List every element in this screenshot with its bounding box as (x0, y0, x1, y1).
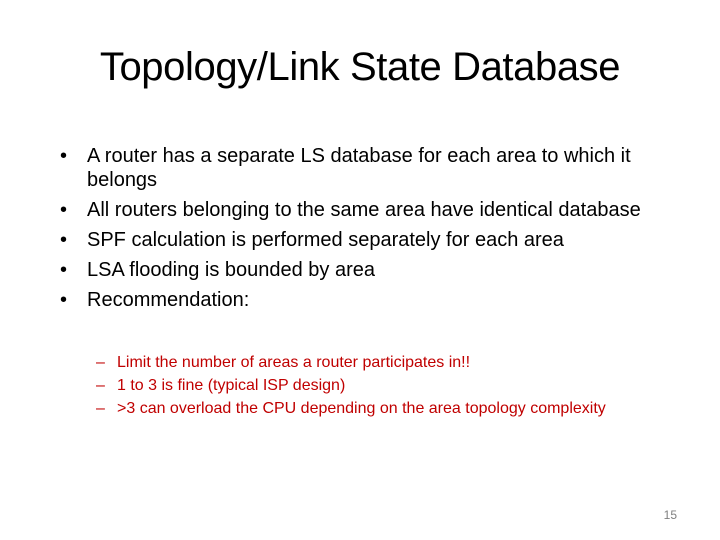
recommendation-sub-list (96, 352, 616, 421)
dash-icon: – (96, 377, 105, 394)
page-number: 15 (663, 508, 677, 522)
bullet-item (60, 144, 670, 192)
sub-bullet-item (96, 398, 616, 419)
bullet-dot-icon: • (60, 289, 68, 311)
bullet-dot-icon: • (60, 199, 68, 221)
bullet-text: LSA flooding is bounded by area (87, 259, 375, 281)
bullet-dot-icon: • (60, 259, 68, 281)
sub-bullet-text: Limit the number of areas a router participates in!! (117, 354, 471, 371)
bullet-dot-icon: • (60, 229, 68, 251)
bullet-item (60, 288, 670, 312)
dash-icon: – (96, 354, 105, 371)
bullet-item (60, 198, 670, 222)
bullet-text: Recommendation: (87, 289, 250, 311)
sub-bullet-text: 1 to 3 is fine (typical ISP design) (117, 377, 346, 394)
bullet-text: All routers belonging to the same area have identical database (87, 199, 641, 221)
bullet-item (60, 228, 670, 252)
bullet-text: SPF calculation is performed separately for each area (87, 229, 564, 251)
main-bullet-list (60, 144, 670, 318)
bullet-item (60, 258, 670, 282)
bullet-dot-icon: • (60, 145, 68, 167)
sub-bullet-text: >3 can overload the CPU depending on the area topology complexity (117, 400, 606, 417)
dash-icon: – (96, 400, 105, 417)
sub-bullet-item (96, 375, 616, 396)
sub-bullet-item (96, 352, 616, 373)
slide-title: Topology/Link State Database (99, 45, 621, 89)
bullet-text: A router has a separate LS database for each area to which it belongs (87, 145, 631, 191)
